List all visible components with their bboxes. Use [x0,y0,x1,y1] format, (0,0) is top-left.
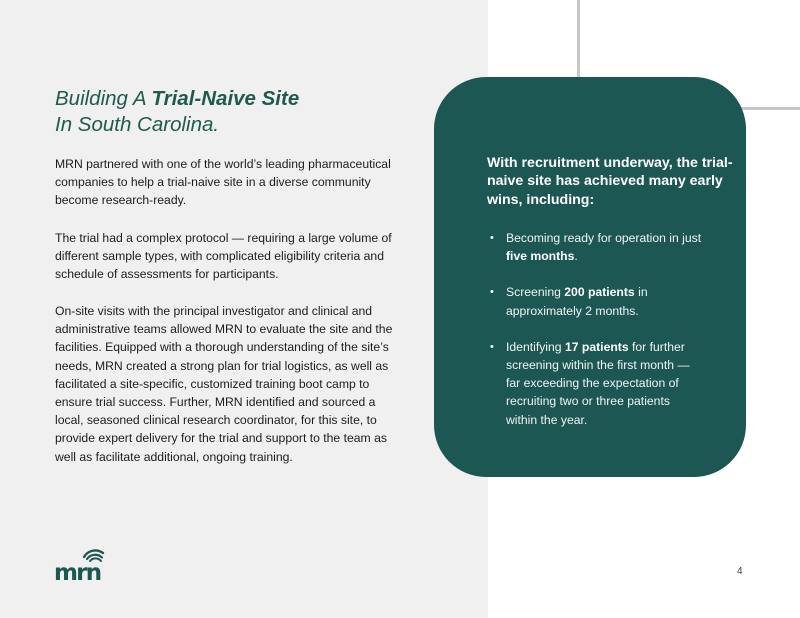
mrn-logo-icon [54,545,106,583]
win-highlight: 200 patients [564,285,635,300]
page-number: 4 [737,566,743,577]
intro-paragraph: MRN partnered with one of the world’s leading pharmaceutical companies to help a trial-naive site in a diverse community become research-ready. [55,157,391,208]
title-emphasis: Trial-Naive Site [151,87,300,110]
card-title: With recruitment underway, the trial-naive site has achieved many early wins, including: [487,155,733,208]
page-title [55,86,299,138]
win-text: . [574,249,578,264]
early-wins-card [434,77,746,477]
bullet-icon: • [490,232,494,244]
bullet-icon: • [490,340,494,353]
title-line-2: In South Carolina. [55,113,220,136]
bullet-icon: • [490,286,494,299]
wins-list [487,229,702,447]
win-text: Becoming ready for operation in just [506,231,702,245]
title-prefix: Building A [55,87,152,110]
list-item [487,283,702,319]
win-text: for further screening within the first month — far exceeding the expectation of recruiting two or three patients within the year. [506,339,690,427]
win-text: Screening [506,285,565,300]
protocol-paragraph: The trial had a complex protocol — requiring a large volume of different sample types, with complicated eligibility criteria and schedule of assessments for participants. [55,231,392,282]
list-item [487,229,702,265]
list-item [487,338,702,429]
win-text: in approximately 2 months. [506,285,648,318]
site-visits-paragraph: On-site visits with the principal investigator and clinical and administrative teams allowed MRN to evaluate the site and the facilities. Equipped with a thorough understanding of the site’s needs, MRN created a strong plan for trial logistics, as well as facilitated a site-specific, customized training boot camp to ensure trial success. Further, MRN identified and sourced a local, seasoned clinical research coordinator, for this site, to provide expert delivery for the trial and support to the team as well as facilitate additional, ongoing training. [55,304,393,464]
win-highlight: 17 patients [564,339,629,354]
win-highlight: five months [506,249,575,264]
win-text: Identifying [506,339,565,354]
logo-wordmark: mrn [54,560,101,583]
